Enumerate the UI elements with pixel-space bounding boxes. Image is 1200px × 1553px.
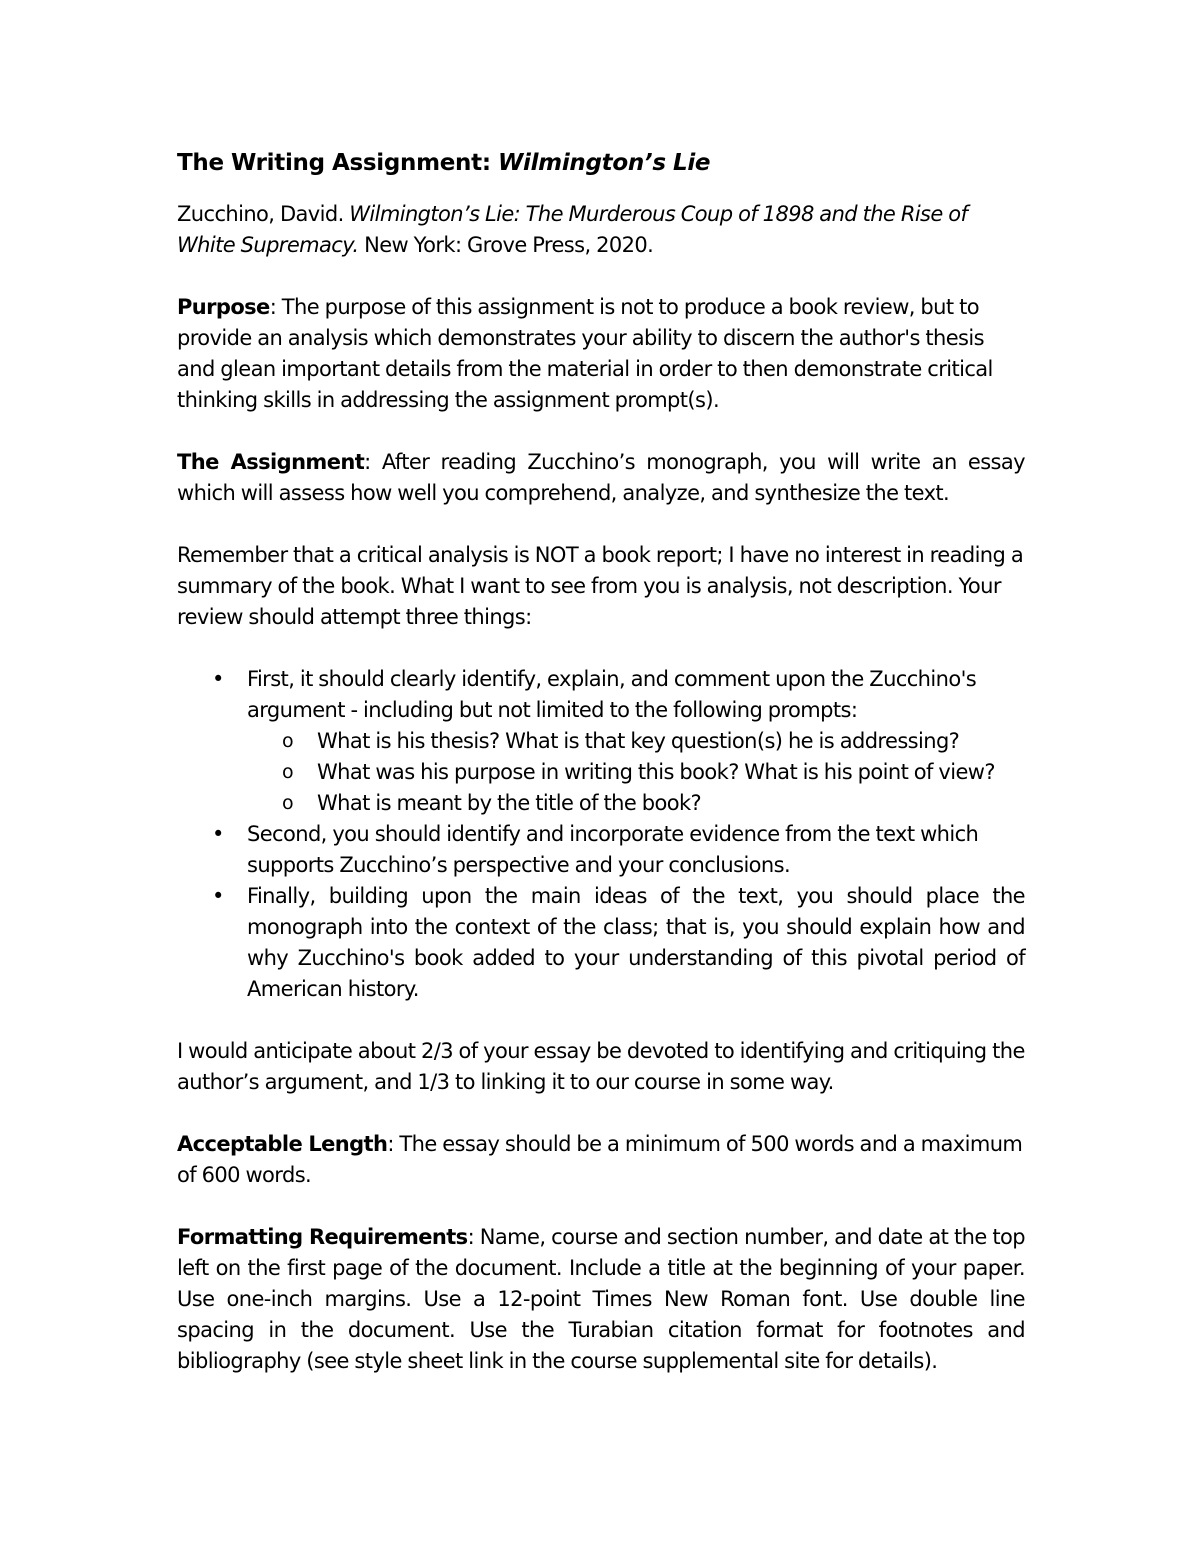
title-book-name: Wilmington’s Lie [497,150,711,176]
sub-bullet-icon: o [282,730,294,752]
title-prefix: The Writing Assignment: [177,150,498,176]
list-item [177,664,1025,819]
length-text: : The essay should be a minimum of 500 words and a maximum of 600 words. [177,1132,1023,1187]
length-label: Acceptable Length [177,1132,388,1156]
citation [177,199,1025,261]
citation-author: Zucchino, David. [177,202,350,226]
purpose-label: Purpose [177,295,270,319]
sub-list-item-text: What is meant by the title of the book? [317,791,702,815]
length-paragraph [177,1129,1025,1191]
sub-bullet-icon: o [282,761,294,783]
document-body [177,146,1025,1408]
citation-publisher: New York: Grove Press, 2020. [358,233,654,257]
list-item-text: First, it should clearly identify, explain, and comment upon the Zucchino's argument - including but not limited to the following prompts: [247,667,977,722]
assignment-label: The Assignment [177,450,365,474]
purpose-paragraph [177,292,1025,416]
requirements-list [177,664,1025,1005]
sub-list [247,726,1025,819]
list-item [177,819,1025,881]
formatting-label: Formatting Requirements [177,1225,468,1249]
list-item-text: Finally, building upon the main ideas of the text, you should place the monograph into the context of the class; that is, you should explain how and why Zucchino's book added to your understanding of this pivotal period of American history. [247,884,1025,1001]
sub-list-item-text: What is his thesis? What is that key question(s) he is addressing? [317,729,960,753]
sub-list-item-text: What was his purpose in writing this book? What is his point of view? [317,760,995,784]
purpose-text: : The purpose of this assignment is not to produce a book review, but to provide an analysis which demonstrates your ability to discern the author's thesis and glean important details from the material in order to then demonstrate critical thinking skills in addressing the assignment prompt(s). [177,295,993,412]
assignment-paragraph [177,447,1025,509]
list-item [177,881,1025,1005]
sub-list-item [247,788,1025,819]
list-item-text: Second, you should identify and incorporate evidence from the text which supports Zucchino’s perspective and your conclusions. [247,822,979,877]
bullet-icon: • [212,667,224,691]
citation-book-title: Wilmington’s Lie: The Murderous Coup of 1898 and the Rise of White Supremacy. [177,202,968,257]
anticipate-paragraph: I would anticipate about 2/3 of your essay be devoted to identifying and critiquing the author’s argument, and 1/3 to linking it to our course in some way. [177,1039,1025,1094]
sub-list-item [247,726,1025,757]
sub-bullet-icon: o [282,792,294,814]
bullet-icon: • [212,822,224,846]
remember-paragraph: Remember that a critical analysis is NOT a book report; I have no interest in reading a summary of the book. What I want to see from you is analysis, not description. Your review should attempt three things: [177,543,1024,629]
sub-list-item [247,757,1025,788]
assignment-text: : After reading Zucchino’s monograph, you will write an essay which will assess how well you comprehend, analyze, and synthesize the text. [177,450,1025,505]
bullet-icon: • [212,884,224,908]
formatting-paragraph [177,1222,1025,1377]
formatting-text: : Name, course and section number, and date at the top left on the first page of the document. Include a title at the beginning of your paper. Use one-inch margins. Use a 12-point Times New Roman font. Use double line spacing in the document. Use the Turabian citation format for footnotes and bibliography (see style sheet link in the course supplemental site for details). [177,1225,1025,1373]
document-title [177,146,1025,180]
